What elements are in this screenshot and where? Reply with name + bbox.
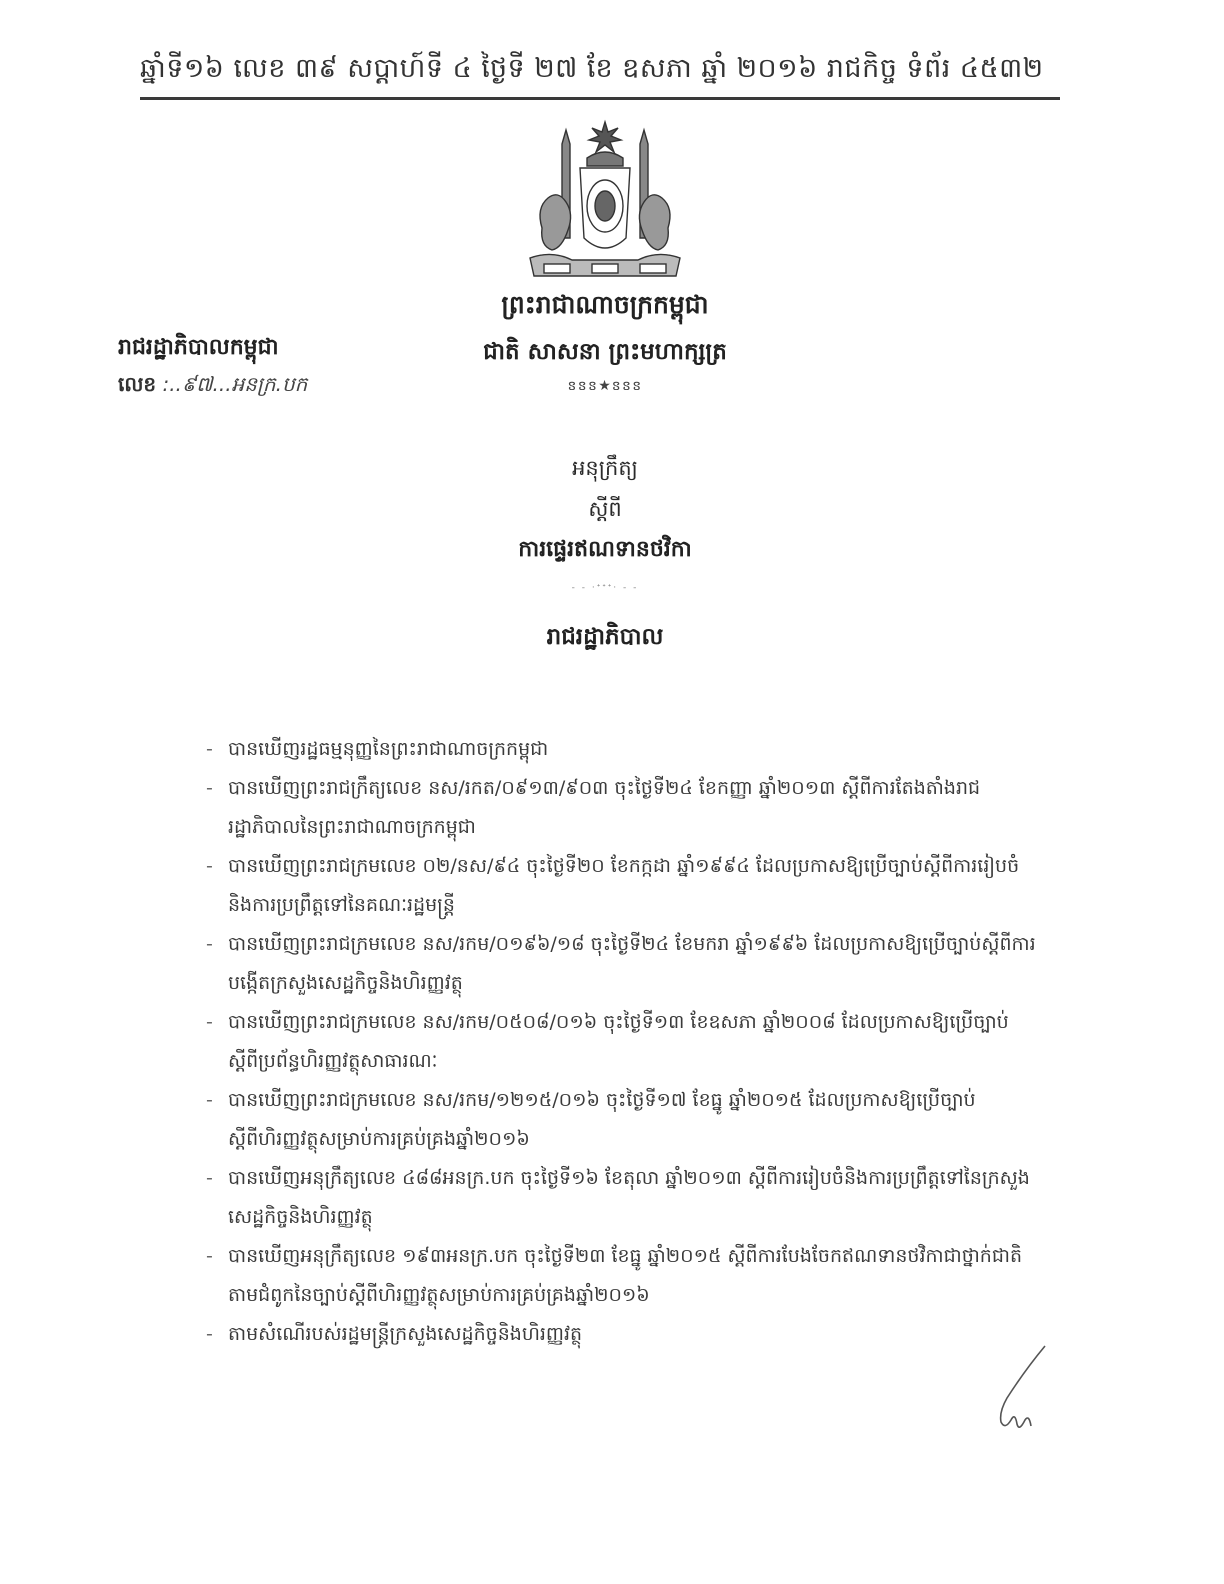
- recital-text: បានឃើញអនុក្រឹត្យលេខ ១៩៣អនក្រ.បក ចុះថ្ងៃទី២៣ ខែធ្នូ ឆ្នាំ២០១៥ ស្ដីពីការបែងចែកឥណទានថវិកាជាថ្នាក់ជាតិតាមជំពូកនៃច្បាប់ស្ដីពីហិរញ្ញវត្ថុសម្រាប់ការគ្រប់គ្រងឆ្នាំ២០១៦: [228, 1245, 1023, 1306]
- recital-text: បានឃើញព្រះរាជក្រមលេខ នស/រកម/០៥០៨/០១៦ ចុះថ្ងៃទី១៣ ខែឧសភា ឆ្នាំ២០០៨ ដែលប្រកាសឱ្យប្រើច្បាប់ស្ដីពីប្រព័ន្ធហិរញ្ញវត្ថុសាធារណៈ: [228, 1011, 1009, 1072]
- bullet-dash: -: [206, 855, 213, 877]
- bullet-dash: -: [206, 1167, 213, 1189]
- recital-text: បានឃើញព្រះរាជក្រមលេខ នស/រកម/១២១៥/០១៦ ចុះថ្ងៃទី១៧ ខែធ្នូ ឆ្នាំ២០១៥ ដែលប្រកាសឱ្យប្រើច្បាប់ស្ដីពីហិរញ្ញវត្ថុសម្រាប់ការគ្រប់គ្រងឆ្នាំ២០១៦: [228, 1089, 976, 1150]
- bullet-dash: -: [206, 1089, 213, 1111]
- recital-item: [206, 730, 1036, 769]
- recital-text: បានឃើញព្រះរាជក្រមលេខ ០២/នស/៩៤ ចុះថ្ងៃទី២០ ខែកក្កដា ឆ្នាំ១៩៩៤ ដែលប្រកាសឱ្យប្រើច្បាប់ស្ដីពីការរៀបចំនិងការប្រព្រឹត្តទៅនៃគណៈរដ្ឋមន្ត្រី: [228, 855, 1020, 916]
- recital-item: [206, 1159, 1036, 1237]
- handwritten-initials-signature: [985, 1340, 1055, 1440]
- recital-text: បានឃើញរដ្ឋធម្មនុញ្ញនៃព្រះរាជាណាចក្រកម្ពុជា: [228, 738, 549, 760]
- bullet-dash: -: [206, 738, 213, 760]
- header-rule: [140, 97, 1060, 100]
- recital-item: [206, 1003, 1036, 1081]
- recital-item: [206, 1081, 1036, 1159]
- reference-number-line: [118, 371, 438, 401]
- royal-coat-of-arms-emblem: [522, 118, 688, 286]
- issuing-authority: រាជរដ្ឋាភិបាល: [546, 624, 664, 650]
- recital-text: បានឃើញព្រះរាជក្រឹត្យលេខ នស/រកត/០៩១៣/៩០៣ ចុះថ្ងៃទី២៤ ខែកញ្ញា ឆ្នាំ២០១៣ ស្ដីពីការតែងតាំងរាជរដ្ឋាភិបាលនៃព្រះរាជាណាចក្រកម្ពុជា: [228, 777, 981, 838]
- bullet-dash: -: [206, 1245, 213, 1267]
- recital-text: បានឃើញព្រះរាជក្រមលេខ នស/រកម/០១៩៦/១៨ ចុះថ្ងៃទី២៤ ខែមករា ឆ្នាំ១៩៩៦ ដែលប្រកាសឱ្យប្រើច្បាប់ស្ដីពីការបង្កើតក្រសួងសេដ្ឋកិច្ចនិងហិរញ្ញវត្ថុ: [228, 933, 1036, 994]
- recital-item: [206, 1315, 1036, 1354]
- bullet-dash: -: [206, 1323, 213, 1345]
- kingdom-title: ព្រះរាជាណាចក្រកម្ពុជា: [501, 290, 709, 319]
- recital-text: បានឃើញអនុក្រឹត្យលេខ ៤៨៨អនក្រ.បក ចុះថ្ងៃទី១៦ ខែតុលា ឆ្នាំ២០១៣ ស្ដីពីការរៀបចំនិងការប្រព្រឹត្តទៅនៃក្រសួងសេដ្ឋកិច្ចនិងហិរញ្ញវត្ថុ: [228, 1167, 1030, 1228]
- document-about: ស្ដីពី: [588, 497, 622, 521]
- section-divider: - - ·ᐩᐩᐩ· - -: [571, 583, 639, 593]
- reference-number: :..៩៧...អនក្រ.បក: [162, 372, 308, 396]
- kingdom-motto: ជាតិ សាសនា ព្រះមហាក្សត្រ: [483, 339, 727, 365]
- bullet-dash: -: [206, 777, 213, 799]
- recital-item: [206, 1237, 1036, 1315]
- gazette-header: ឆ្នាំទី១៦ លេខ ៣៩ សប្ដាហ៍ទី ៤ ថ្ងៃទី ២៧ ខែ ឧសភា ឆ្នាំ ២០១៦ រាជកិច្ច ទំព័រ ៤៥៣២: [140, 53, 1044, 84]
- document-type: អនុក្រឹត្យ: [572, 456, 638, 480]
- motto-ornament: ៜៜៜ★ៜៜៜ: [567, 378, 643, 394]
- reference-label: លេខ: [118, 372, 157, 396]
- recital-item: [206, 925, 1036, 1003]
- document-subject: ការផ្ទេរឥណទានថវិកា: [518, 537, 692, 562]
- recital-item: [206, 847, 1036, 925]
- government-name: រាជរដ្ឋាភិបាលកម្ពុជា: [118, 335, 279, 360]
- recitals-list: [206, 730, 1036, 1354]
- bullet-dash: -: [206, 933, 213, 955]
- recital-item: [206, 769, 1036, 847]
- bullet-dash: -: [206, 1011, 213, 1033]
- recital-text: តាមសំណើរបស់រដ្ឋមន្ត្រីក្រសួងសេដ្ឋកិច្ចនិងហិរញ្ញវត្ថុ: [228, 1323, 583, 1345]
